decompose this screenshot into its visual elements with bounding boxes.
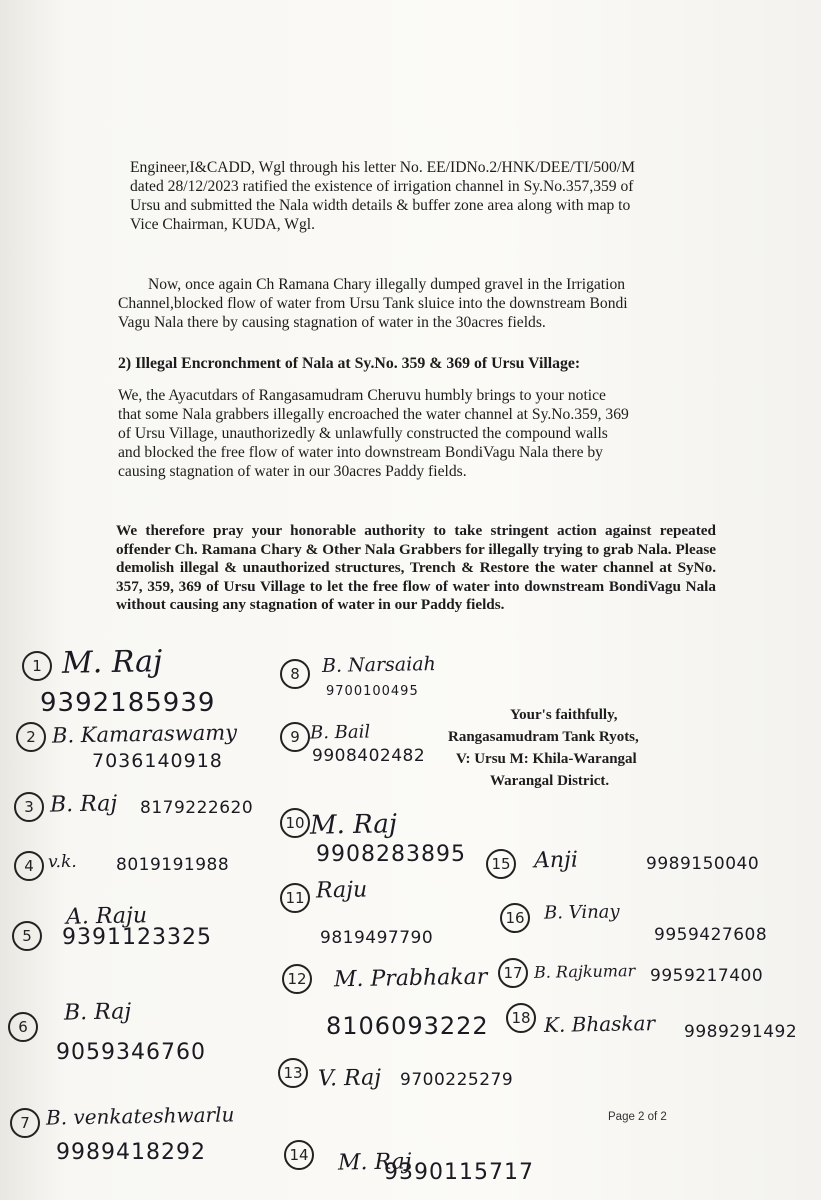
text-line: and blocked the free flow of water into downstream BondiVagu Nala there by <box>118 444 603 461</box>
signatory-name: B. Narsaiah <box>321 653 436 677</box>
text-line: Vice Chairman, KUDA, Wgl. <box>130 216 315 233</box>
signatory-name: B. Bail <box>309 721 371 744</box>
signatory-number: 7 <box>10 1108 40 1138</box>
signatory-number: 11 <box>280 883 310 913</box>
sender-line-3: Warangal District. <box>490 773 610 789</box>
signatory-number: 10 <box>280 808 310 838</box>
sender-line-2: V: Ursu M: Khila-Warangal <box>456 751 637 767</box>
signatory-phone: 9700225279 <box>400 1070 514 1090</box>
text-line: Channel,blocked flow of water from Ursu Tank sluice into the downstream Bondi <box>118 295 628 312</box>
page-number: Page 2 of 2 <box>608 1111 667 1123</box>
text-line: Ursu and submitted the Nala width details & buffer zone area along with map to <box>130 197 631 214</box>
text-line: Vagu Nala there by causing stagnation of water in the 30acres fields. <box>118 314 546 331</box>
closing: Your's faithfully, <box>510 707 618 723</box>
signatory-number: 17 <box>498 958 528 988</box>
signatory-phone: 9989418292 <box>56 1140 206 1165</box>
signatory-name: B. Raj <box>49 791 118 818</box>
text-line: Engineer,I&CADD, Wgl through his letter No. EE/IDNo.2/HNK/DEE/TI/500/M <box>130 159 635 176</box>
signatory-phone: 8019191988 <box>116 855 230 875</box>
paragraph-encroachment <box>118 386 700 481</box>
signatory-name: B. Raj <box>63 999 132 1026</box>
signatory-name: K. Bhaskar <box>543 1011 656 1037</box>
signatory-number: 13 <box>278 1058 308 1088</box>
signatory-phone: 9959427608 <box>654 925 768 945</box>
signatory-name: B. Rajkumar <box>533 961 636 982</box>
signatory-phone: 8179222620 <box>140 798 254 818</box>
signature-block <box>448 704 639 792</box>
signatory-name: v.k. <box>47 851 77 873</box>
signatory-number: 18 <box>506 1003 536 1033</box>
signatory-phone: 9959217400 <box>650 966 764 986</box>
signatory-name: B. Kamaraswamy <box>51 720 238 748</box>
signatory-phone: 9392185939 <box>40 688 216 718</box>
text-line: dated 28/12/2023 ratified the existence of irrigation channel in Sy.No.357,359 of <box>130 178 634 195</box>
signatory-name: A. Raju <box>65 903 148 930</box>
signatory-name: B. venkateshwarlu <box>45 1102 235 1130</box>
section-heading: 2) Illegal Encronchment of Nala at Sy.No. 359 & 369 of Ursu Village: <box>118 355 581 372</box>
signatory-phone: 9989291492 <box>684 1022 798 1042</box>
signatory-phone: 7036140918 <box>92 750 223 772</box>
signatory-phone: 9700100495 <box>326 684 419 699</box>
text-line: Now, once again Ch Ramana Chary illegally dumped gravel in the Irrigation <box>148 276 626 293</box>
signatory-name: Anji <box>533 847 579 874</box>
signatory-number: 1 <box>22 651 52 681</box>
signatory-number: 16 <box>500 903 530 933</box>
signatory-number: 12 <box>282 964 312 994</box>
signatory-phone: 9391123325 <box>62 925 212 950</box>
signatory-number: 9 <box>280 722 310 752</box>
text-line: causing stagnation of water in our 30acres Paddy fields. <box>118 463 467 480</box>
paragraph-gravel-dumping <box>118 275 698 332</box>
text-line: that some Nala grabbers illegally encroached the water channel at Sy.No.359, 369 <box>118 406 629 423</box>
signatory-number: 5 <box>12 921 42 951</box>
signatory-number: 6 <box>8 1012 38 1042</box>
signatory-number: 8 <box>280 659 310 689</box>
signatory-phone: 9059346760 <box>56 1040 206 1065</box>
signatory-number: 14 <box>284 1140 314 1170</box>
signatory-number: 4 <box>14 851 44 881</box>
signatory-name: M. Raj <box>61 644 163 681</box>
signatory-name: M. Prabhakar <box>333 964 488 993</box>
signatory-phone: 9819497790 <box>320 928 434 948</box>
text-line: of Ursu Village, unauthorizedly & unlawfully constructed the compound walls <box>118 425 608 442</box>
sender-line-1: Rangasamudram Tank Ryots, <box>448 729 639 745</box>
signatory-phone: 8106093222 <box>326 1012 489 1040</box>
signatory-name: M. Raj <box>337 1149 412 1176</box>
text-line: We, the Ayacutdars of Rangasamudram Cheruvu humbly brings to your notice <box>118 387 606 404</box>
signatory-phone: 9908283895 <box>316 842 466 867</box>
prayer-paragraph: We therefore pray your honorable authority to take stringent action against repeated offender Ch. Ramana Chary & Other Nala Grabbers for illegally trying to grab Nala. Please demolish illegal & unauthorized structures, Trench & Restore the water channel at SyNo. 357, 359, 369 of Ursu Village to let the free flow of water into downstream BondiVagu Nala without causing any stagnation of water in our Paddy fields. <box>116 522 716 613</box>
signatory-phone: 9390115717 <box>384 1160 534 1185</box>
signatory-number: 15 <box>486 849 516 879</box>
signatory-name: V. Raj <box>317 1065 382 1092</box>
signatory-name: B. Vinay <box>543 901 620 924</box>
signatory-number: 3 <box>14 792 44 822</box>
signatory-number: 2 <box>16 722 46 752</box>
signatory-phone: 9908402482 <box>312 746 426 766</box>
signatory-name: M. Raj <box>309 809 398 841</box>
signatory-name: Raju <box>315 877 368 904</box>
signatory-phone: 9989150040 <box>646 854 760 874</box>
paragraph-letter-reference <box>130 158 698 234</box>
